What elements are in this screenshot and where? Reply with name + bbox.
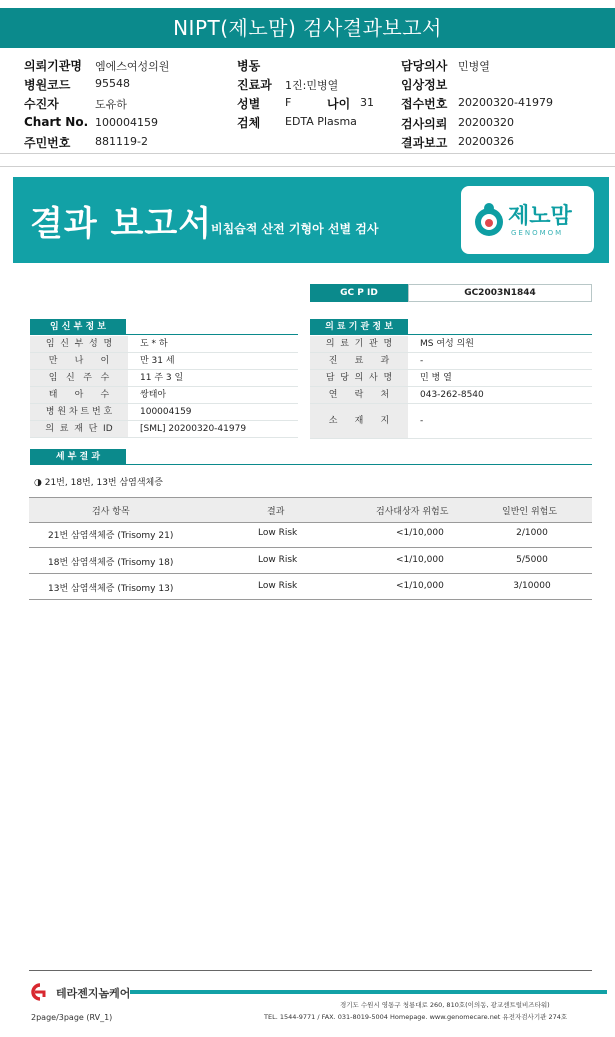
- info-row: [30, 370, 298, 387]
- report-title: NIPT(제노맘) 검사결과보고서: [0, 8, 615, 48]
- info-row: [310, 370, 592, 387]
- info-row: [30, 387, 298, 404]
- section-underline: [30, 334, 298, 335]
- info-row: [310, 336, 592, 353]
- rrn-value: 881119-2: [95, 135, 148, 148]
- header-result: 결과: [267, 507, 285, 517]
- info-row-value: 민 병 열: [420, 373, 452, 383]
- result-value: Low Risk: [258, 528, 298, 538]
- info-row: [30, 404, 298, 421]
- footer-divider: [29, 970, 592, 971]
- ward-label: 병동: [237, 59, 261, 73]
- company-name: 테라젠지놈케어: [56, 987, 131, 1000]
- info-row-label: 소 재 지: [310, 404, 408, 438]
- header-general-risk: 일반인 위험도: [502, 507, 558, 517]
- results-title: 세 부 결 과: [30, 449, 126, 465]
- info-row: [310, 353, 592, 370]
- info-row-value: 100004159: [140, 407, 192, 417]
- banner-subtitle: 비침습적 산전 기형아 선별 검사: [211, 222, 379, 236]
- info-row-value: -: [420, 356, 424, 366]
- general-risk: 3/10000: [513, 581, 551, 591]
- section-underline: [310, 334, 592, 335]
- table-rule: [29, 497, 592, 498]
- gcp-id-value: GC2003N1844: [408, 284, 592, 302]
- rrn-label: 주민번호: [24, 136, 71, 150]
- pregnant-info-table: [30, 336, 298, 438]
- clinical-label: 임상정보: [401, 78, 448, 92]
- request-label: 검사의뢰: [401, 117, 448, 131]
- sex-label: 성별: [237, 97, 261, 111]
- results-item: [34, 475, 163, 488]
- report-label: 결과보고: [401, 136, 448, 150]
- banner-title: 결과 보고서: [30, 204, 213, 244]
- report-date-value: 20200326: [458, 135, 514, 148]
- company-contact: TEL. 1544-9771 / FAX. 031-8019-5004 Homepage. www.genomecare.net 유전자검사기관 274호: [264, 1013, 568, 1021]
- genomom-logo-icon: [473, 200, 505, 244]
- table-rule: [29, 522, 592, 523]
- info-row-value: [SML] 20200320-41979: [140, 424, 247, 434]
- info-row-label: 진 료 과: [310, 353, 408, 369]
- result-value: Low Risk: [258, 581, 298, 591]
- hospital-code-label: 병원코드: [24, 78, 71, 92]
- terragen-logo-icon: [26, 983, 54, 1005]
- info-row-value: 043-262-8540: [420, 390, 484, 400]
- result-item: 21번 삼염색체증 (Trisomy 21): [48, 531, 174, 541]
- receipt-value: 20200320-41979: [458, 96, 553, 109]
- table-row-divider: [29, 599, 592, 600]
- info-row: [310, 387, 592, 404]
- logo-subtext: GENOMOM: [511, 229, 564, 237]
- pregnant-info-title: 임 신 부 정 보: [30, 319, 126, 335]
- table-row-divider: [29, 573, 592, 574]
- institution-value: 엠에스여성의원: [95, 60, 170, 73]
- half-circle-icon: ◑: [34, 478, 42, 488]
- chart-label: Chart No.: [24, 115, 89, 129]
- department-value: 1진:민병열: [285, 79, 339, 92]
- general-risk: 5/5000: [516, 555, 548, 565]
- info-row: [30, 353, 298, 370]
- info-row-value: 쌍태아: [140, 390, 167, 400]
- info-row-value: -: [420, 416, 424, 426]
- department-label: 진료과: [237, 78, 272, 92]
- subject-risk: <1/10,000: [396, 581, 444, 591]
- info-row-value: 도 * 하: [140, 339, 168, 349]
- institution-info-table: [310, 336, 592, 439]
- result-value: Low Risk: [258, 555, 298, 565]
- result-item: 18번 삼염색체증 (Trisomy 18): [48, 558, 174, 568]
- info-row: [30, 421, 298, 438]
- header-subject-risk: 검사대상자 위험도: [376, 507, 449, 517]
- doctor-value: 민병열: [458, 60, 490, 73]
- section-underline: [30, 464, 592, 465]
- info-row-value: 만 31 세: [140, 356, 175, 366]
- examinee-label: 수진자: [24, 97, 59, 111]
- subject-risk: <1/10,000: [396, 528, 444, 538]
- table-row-divider: [29, 547, 592, 548]
- info-row-label: 임 신 부 성 명: [30, 336, 128, 352]
- result-item: 13번 삼염색체증 (Trisomy 13): [48, 584, 174, 594]
- results-item-label: 21번, 18번, 13번 삼염색체증: [44, 478, 163, 488]
- header-item: 검사 항목: [92, 507, 130, 517]
- info-row-label: 태 아 수: [30, 387, 128, 403]
- info-row-label: 병 원 차 트 번 호: [30, 404, 128, 420]
- examinee-value: 도유하: [95, 98, 127, 111]
- page-number: 2page/3page (RV_1): [31, 1013, 113, 1022]
- institution-info-title: 의 료 기 관 정 보: [310, 319, 408, 335]
- info-row-label: 의 료 기 관 명: [310, 336, 408, 352]
- divider: [0, 166, 615, 167]
- info-row-label: 담 당 의 사 명: [310, 370, 408, 386]
- specimen-label: 검체: [237, 116, 261, 130]
- subject-risk: <1/10,000: [396, 555, 444, 565]
- info-row-label: 만 나 이: [30, 353, 128, 369]
- info-row: [310, 404, 592, 439]
- info-row: [30, 336, 298, 353]
- logo-text: 제노맘: [508, 204, 572, 229]
- general-risk: 2/1000: [516, 528, 548, 538]
- info-row-label: 임 신 주 수: [30, 370, 128, 386]
- age-label: 나이: [327, 97, 351, 111]
- info-row-label: 의 료 재 단 ID: [30, 421, 128, 437]
- company-address: 경기도 수원시 영통구 청룡대로 260, 810호(이의동, 광교센트럴비즈타워): [340, 1001, 550, 1009]
- info-row-value: 11 주 3 일: [140, 373, 184, 383]
- age-value: 31: [360, 96, 374, 109]
- footer-accent-bar: [130, 990, 607, 994]
- chart-value: 100004159: [95, 116, 158, 129]
- gcp-id-label: GC P ID: [310, 284, 408, 302]
- divider: [0, 153, 615, 154]
- doctor-label: 담당의사: [401, 59, 448, 73]
- institution-label: 의뢰기관명: [24, 59, 82, 73]
- info-row-label: 연 락 처: [310, 387, 408, 403]
- info-row-value: MS 여성 의원: [420, 339, 474, 349]
- request-value: 20200320: [458, 116, 514, 129]
- specimen-value: EDTA Plasma: [285, 115, 357, 128]
- hospital-code-value: 95548: [95, 77, 130, 90]
- receipt-label: 접수번호: [401, 97, 448, 111]
- sex-value: F: [285, 96, 292, 109]
